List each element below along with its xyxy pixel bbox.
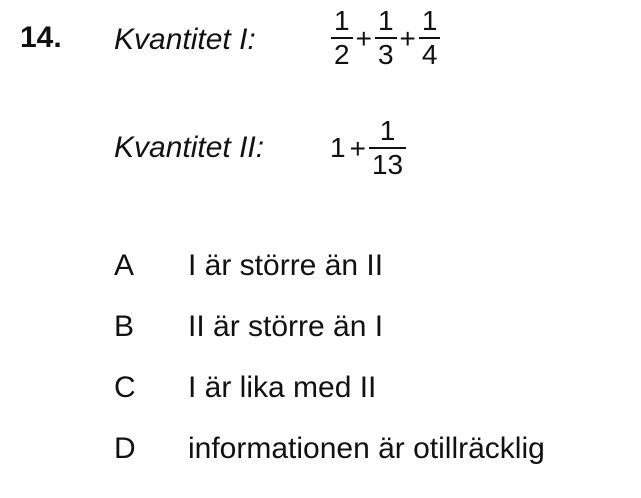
- option-letter: C: [114, 371, 136, 404]
- option-letter: B: [114, 310, 135, 343]
- option-text: informationen är otillräcklig: [188, 432, 545, 465]
- option-text: II är större än I: [188, 310, 384, 343]
- option-c[interactable]: [114, 368, 376, 408]
- fraction-numerator: 1: [334, 5, 350, 36]
- quantity-1-label: Kvantitet I:: [114, 23, 256, 56]
- option-b[interactable]: [114, 307, 383, 347]
- fraction-denominator: 3: [377, 39, 394, 70]
- option-letter: D: [114, 432, 136, 465]
- fraction-denominator: 13: [371, 149, 404, 180]
- fraction-numerator: 1: [377, 5, 394, 36]
- quantity-1-expression: [330, 6, 441, 70]
- fraction-numerator: 1: [379, 115, 396, 146]
- plus-sign: +: [399, 23, 416, 54]
- option-letter: A: [114, 249, 135, 282]
- fraction-denominator: 4: [421, 39, 438, 70]
- fraction-numerator: 1: [421, 5, 438, 36]
- whole-number: 1: [330, 132, 346, 163]
- quantity-2-expression: [330, 116, 407, 180]
- fraction-denominator: 2: [334, 39, 350, 70]
- option-d[interactable]: [114, 429, 545, 469]
- option-a[interactable]: [114, 246, 383, 286]
- quantity-2-label: Kvantitet II:: [114, 131, 265, 164]
- plus-sign: +: [349, 133, 366, 164]
- fraction-quarter: [419, 7, 441, 69]
- option-text: I är lika med II: [188, 371, 377, 404]
- fraction-half: [331, 7, 353, 69]
- question-number: 14.: [20, 21, 62, 54]
- fraction-thirteenth: [369, 117, 406, 179]
- fraction-third: [375, 7, 397, 69]
- plus-sign: +: [355, 23, 372, 54]
- option-text: I är större än II: [188, 249, 384, 282]
